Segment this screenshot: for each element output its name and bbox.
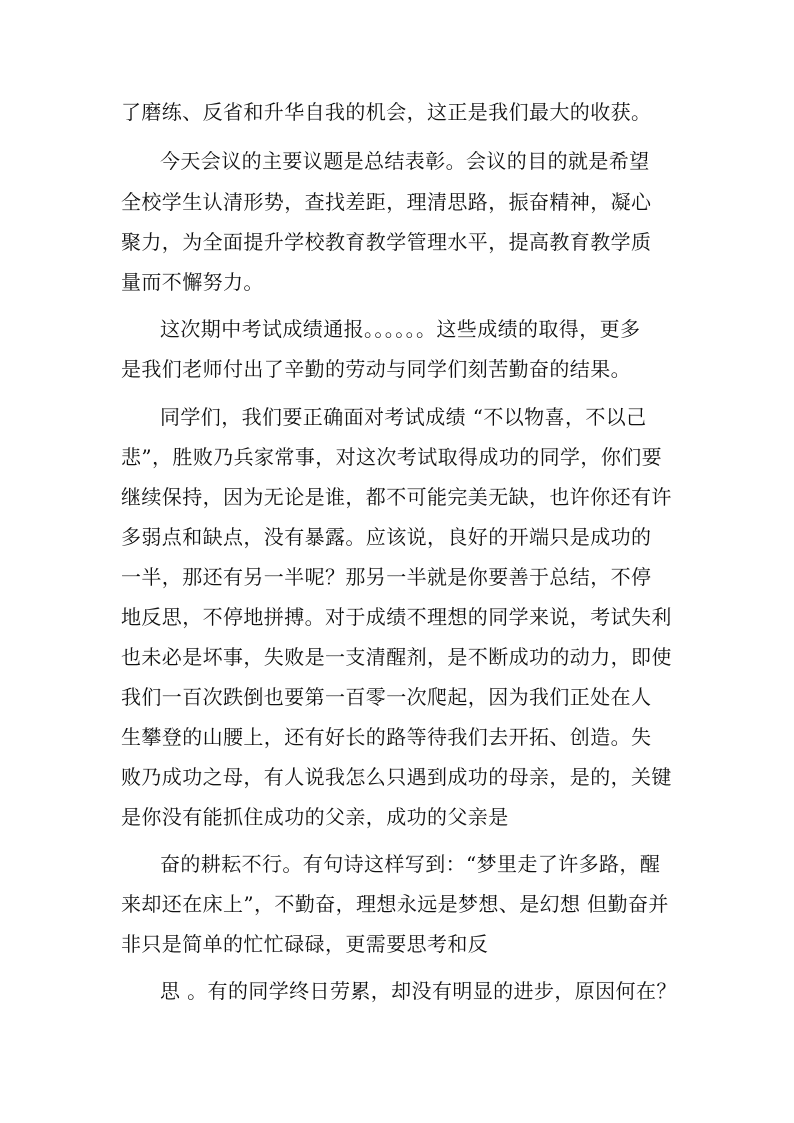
text-line: 了磨练、反省和升华自我的机会，这正是我们最大的收获。 (121, 100, 652, 124)
text-line: 今天会议的主要议题是总结表彰。会议的目的就是希望 (160, 149, 650, 173)
text-line: 是我们老师付出了辛勤的劳动与同学们刻苦勤奋的结果。 (121, 357, 631, 381)
text-line: 生攀登的山腰上，还有好长的路等待我们去开拓、创造。失 (121, 725, 652, 749)
text-line: 非只是简单的忙忙碌碌，更需要思考和反 (121, 932, 489, 956)
text-line: 聚力，为全面提升学校教育教学管理水平，提高教育教学质 (121, 230, 652, 254)
text-line: 继续保持，因为无论是谁，都不可能完美无缺，也许你还有许 (121, 485, 672, 509)
text-line: 一半，那还有另一半呢？那另一半就是你要善于总结，不停 (121, 565, 652, 589)
text-line: 是你没有能抓住成功的父亲，成功的父亲是 (121, 805, 509, 829)
text-line: 思 。有的同学终日劳累，却没有明显的进步，原因何在？ (160, 979, 677, 1003)
text-line: 我们一百次跌倒也要第一百零一次爬起，因为我们正处在人 (121, 685, 652, 709)
text-line: 同学们，我们要正确面对考试成绩 “不以物喜，不以己 (160, 405, 647, 429)
text-line: 地反思，不停地拼搏。对于成绩不理想的同学来说，考试失利 (121, 605, 672, 629)
text-line: 悲”，胜败乃兵家常事，对这次考试取得成功的同学，你们要 (121, 445, 663, 469)
text-line: 败乃成功之母，有人说我怎么只遇到成功的母亲，是的，关键 (121, 765, 672, 789)
text-line: 来却还在床上”，不勤奋，理想永远是梦想、是幻想 但勤奋并 (121, 892, 669, 916)
text-line: 奋的耕耘不行。有句诗这样写到：“梦里走了许多路，醒 (160, 852, 661, 876)
text-line: 这次期中考试成绩通报。。。。。。这些成绩的取得，更多 (160, 317, 641, 341)
text-line: 全校学生认清形势，查找差距，理清思路，振奋精神，凝心 (121, 190, 652, 214)
text-line: 多弱点和缺点，没有暴露。应该说，良好的开端只是成功的 (121, 525, 652, 549)
text-line: 也未必是坏事，失败是一支清醒剂，是不断成功的动力，即使 (121, 645, 672, 669)
text-line: 量而不懈努力。 (121, 270, 264, 294)
